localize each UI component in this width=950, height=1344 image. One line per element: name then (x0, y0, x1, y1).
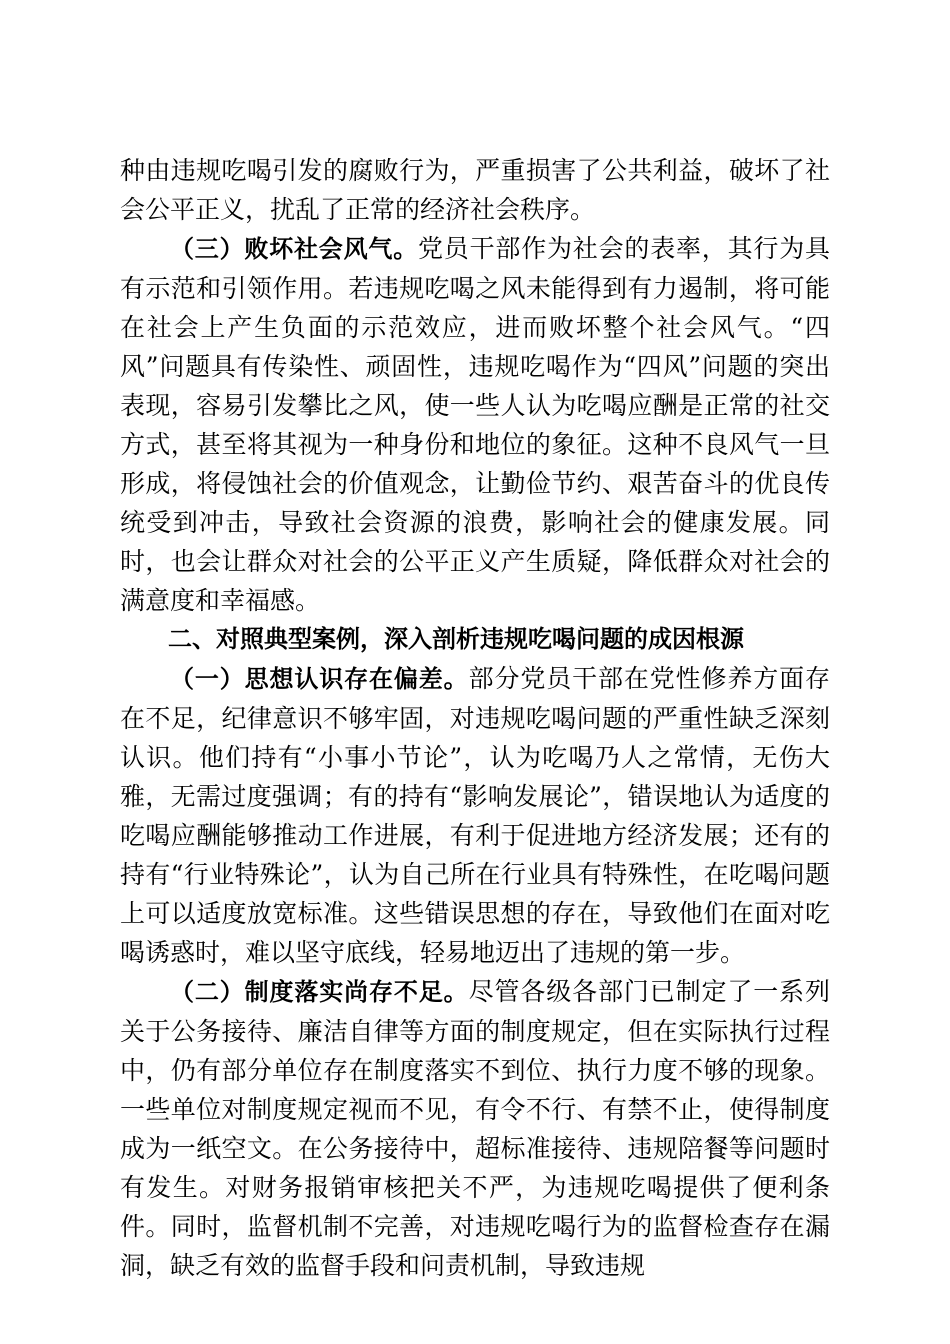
paragraph-lead: （一）思想认识存在偏差。 (170, 665, 469, 693)
paragraph-social-atmosphere (120, 229, 830, 620)
paragraph-system-implementation (120, 972, 830, 1285)
section-heading: 二、对照典型案例，深入剖析违规吃喝问题的成因根源 (168, 625, 744, 653)
paragraph-lead: （三）败坏社会风气。 (170, 235, 418, 263)
paragraph-continued: 种由违规吃喝引发的腐败行为，严重损害了公共利益，破坏了社会公平正义，扰乱了正常的经济社会秩序。 (120, 156, 830, 224)
paragraph-ideological-bias (120, 659, 830, 972)
paragraph-body: 党员干部作为社会的表率，其行为具有示范和引领作用。若违规吃喝之风未能得到有力遏制，将可能在社会上产生负面的示范效应，进而败坏整个社会风气。“四风”问题具有传染性、顽固性，违规吃喝作为“四风”问题的突出表现，容易引发攀比之风，使一些人认为吃喝应酬是正常的社交方式，甚至将其视为一种身份和地位的象征。这种不良风气一旦形成，将侵蚀社会的价值观念，让勤俭节约、艰苦奋斗的优良传统受到冲击，导致社会资源的浪费，影响社会的健康发展。同时，也会让群众对社会的公平正义产生质疑，降低群众对社会的满意度和幸福感。 (120, 234, 830, 615)
paragraph-body: 尽管各级各部门已制定了一系列关于公务接待、廉洁自律等方面的制度规定，但在实际执行过程中，仍有部分单位存在制度落实不到位、执行力度不够的现象。一些单位对制度规定视而不见，有令不行、有禁不止，使得制度成为一纸空文。在公务接待中，超标准接待、违规陪餐等问题时有发生。对财务报销审核把关不严，为违规吃喝提供了便利条件。同时，监督机制不完善，对违规吃喝行为的监督检查存在漏洞，缺乏有效的监督手段和问责机制，导致违规 (120, 977, 830, 1280)
paragraph-lead: （二）制度落实尚存不足。 (170, 978, 469, 1006)
paragraph-body: 部分党员干部在党性修养方面存在不足，纪律意识不够牢固，对违规吃喝问题的严重性缺乏深刻认识。他们持有“小事小节论”，认为吃喝乃人之常情，无伤大雅，无需过度强调；有的持有“影响发展论”，错误地认为适度的吃喝应酬能够推动工作进展，有利于促进地方经济发展；还有的持有“行业特殊论”，认为自己所在行业具有特殊性，在吃喝问题上可以适度放宽标准。这些错误思想的存在，导致他们在面对吃喝诱惑时，难以坚守底线，轻易地迈出了违规的第一步。 (120, 664, 830, 967)
document-page (120, 151, 830, 1285)
